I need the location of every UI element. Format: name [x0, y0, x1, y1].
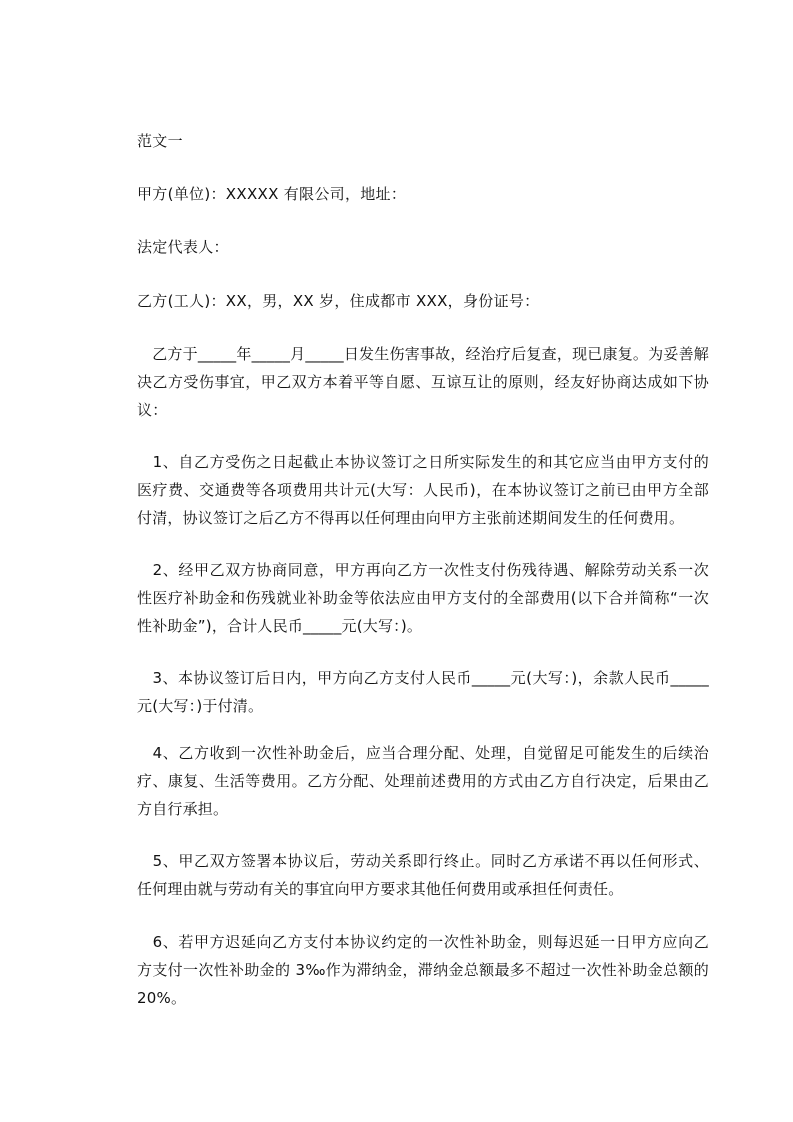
party-a-line: 甲方(单位)：XXXXX 有限公司，地址： — [137, 185, 407, 203]
clause-4-paragraph: 4、乙方收到一次性补助金后，应当合理分配、处理，自觉留足可能发生的后续治疗、康复、生活等费用。乙方分配、处理前述费用的方式由乙方自行决定，后果由乙方自行承担。 — [137, 744, 709, 818]
legal-representative-line: 法定代表人： — [137, 238, 229, 256]
clause-2-paragraph: 2、经甲乙双方协商同意，甲方再向乙方一次性支付伤残待遇、解除劳动关系一次性医疗补助金和伤残就业补助金等依法应由甲方支付的全部费用(以下合并简称“一次性补助金”)，合计人民币_____元(大写：)。 — [137, 561, 709, 635]
intro-paragraph: 乙方于_____年_____月_____日发生伤害事故，经治疗后复查，现已康复。为妥善解决乙方受伤事宜，甲乙双方本着平等自愿、互谅互让的原则，经友好协商达成如下协议： — [137, 345, 709, 419]
clause-5-paragraph: 5、甲乙双方签署本协议后，劳动关系即行终止。同时乙方承诺不再以任何形式、任何理由就与劳动有关的事宜向甲方要求其他任何费用或承担任何责任。 — [137, 852, 709, 898]
document-heading: 范文一 — [137, 132, 183, 150]
clause-1-paragraph: 1、自乙方受伤之日起截止本协议签订之日所实际发生的和其它应当由甲方支付的医疗费、交通费等各项费用共计元(大写：人民币)，在本协议签订之前已由甲方全部付清，协议签订之后乙方不得再以任何理由向甲方主张前述期间发生的任何费用。 — [137, 453, 709, 527]
clause-6-paragraph: 6、若甲方迟延向乙方支付本协议约定的一次性补助金，则每迟延一日甲方应向乙方支付一次性补助金的 3‰作为滞纳金，滞纳金总额最多不超过一次性补助金总额的 20%。 — [137, 933, 709, 1007]
clause-3-paragraph: 3、本协议签订后日内，甲方向乙方支付人民币_____元(大写：)，余款人民币_____元(大写：)于付清。 — [137, 669, 709, 715]
party-b-line: 乙方(工人)：XX，男，XX 岁，住成都市 XXX，身份证号： — [137, 292, 540, 310]
